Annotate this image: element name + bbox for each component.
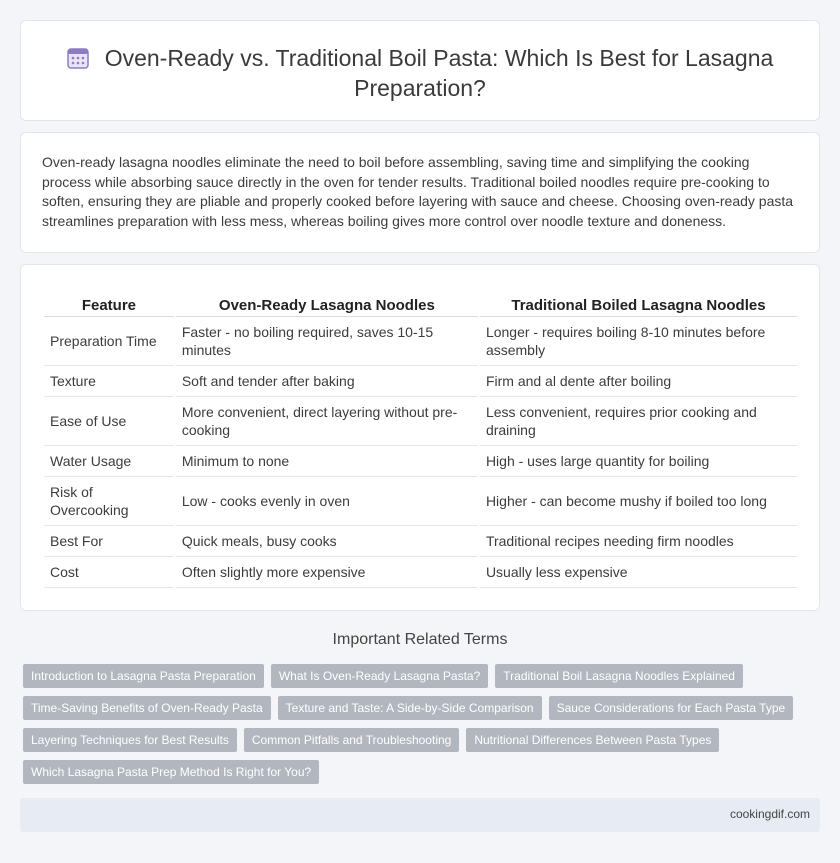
table-cell: Low - cooks evenly in oven bbox=[176, 477, 478, 526]
footer bbox=[20, 798, 820, 832]
footer-site-link[interactable]: cookingdif.com bbox=[729, 807, 810, 821]
table-row bbox=[44, 317, 797, 366]
related-terms-heading: Important Related Terms bbox=[332, 631, 508, 648]
table-cell: Cost bbox=[44, 557, 174, 588]
table-cell: Water Usage bbox=[44, 446, 174, 477]
related-term-tag[interactable]: Common Pitfalls and Troubleshooting bbox=[244, 728, 459, 752]
column-header-feature: Feature bbox=[44, 293, 174, 317]
table-cell: Faster - no boiling required, saves 10-15 minutes bbox=[176, 317, 478, 366]
title-wrap bbox=[51, 43, 789, 103]
table-cell: Often slightly more expensive bbox=[176, 557, 478, 588]
comparison-table bbox=[42, 293, 799, 588]
header-card bbox=[20, 20, 820, 121]
related-term-tag[interactable]: Time-Saving Benefits of Oven-Ready Pasta bbox=[23, 696, 271, 720]
related-term-tag[interactable]: Traditional Boil Lasagna Noodles Explained bbox=[495, 664, 743, 688]
related-term-tag[interactable]: What Is Oven-Ready Lasagna Pasta? bbox=[271, 664, 488, 688]
related-term-tag[interactable]: Which Lasagna Pasta Prep Method Is Right for You? bbox=[23, 760, 319, 784]
table-row bbox=[44, 446, 797, 477]
table-cell: Less convenient, requires prior cooking and draining bbox=[480, 397, 797, 446]
table-row bbox=[44, 477, 797, 526]
table-cell: High - uses large quantity for boiling bbox=[480, 446, 797, 477]
column-header-oven-ready: Oven-Ready Lasagna Noodles bbox=[176, 293, 478, 317]
table-row bbox=[44, 366, 797, 397]
table-cell: Soft and tender after baking bbox=[176, 366, 478, 397]
page-title bbox=[51, 43, 789, 103]
intro-card bbox=[20, 132, 820, 253]
table-cell: Firm and al dente after boiling bbox=[480, 366, 797, 397]
table-cell: Minimum to none bbox=[176, 446, 478, 477]
intro-paragraph: Oven-ready lasagna noodles eliminate the need to boil before assembling, saving time and simplifying the cooking process while absorbing sauce directly in the oven for tender results. Traditional boiled noodles require pre-cooking to soften, ensuring they are pliable and properly cooked before layering with sauce and cheese. Choosing oven-ready pasta streamlines preparation with less mess, whereas boiling gives more control over noodle texture and doneness. bbox=[42, 154, 794, 229]
table-cell: More convenient, direct layering without pre-cooking bbox=[176, 397, 478, 446]
table-cell: Longer - requires boiling 8-10 minutes before assembly bbox=[480, 317, 797, 366]
table-cell: Preparation Time bbox=[44, 317, 174, 366]
related-terms-list bbox=[23, 664, 813, 784]
table-cell: Best For bbox=[44, 526, 174, 557]
table-cell: Higher - can become mushy if boiled too long bbox=[480, 477, 797, 526]
related-term-tag[interactable]: Texture and Taste: A Side-by-Side Comparison bbox=[278, 696, 542, 720]
table-cell: Quick meals, busy cooks bbox=[176, 526, 478, 557]
table-cell: Risk of Overcooking bbox=[44, 477, 174, 526]
table-row bbox=[44, 397, 797, 446]
related-term-tag[interactable]: Sauce Considerations for Each Pasta Type bbox=[549, 696, 794, 720]
comparison-table-card bbox=[20, 264, 820, 611]
related-term-tag[interactable]: Layering Techniques for Best Results bbox=[23, 728, 237, 752]
table-header-row bbox=[44, 293, 797, 317]
column-header-traditional: Traditional Boiled Lasagna Noodles bbox=[480, 293, 797, 317]
table-cell: Ease of Use bbox=[44, 397, 174, 446]
table-cell: Texture bbox=[44, 366, 174, 397]
related-term-tag[interactable]: Nutritional Differences Between Pasta Types bbox=[466, 728, 719, 752]
calendar-grid-icon bbox=[67, 47, 89, 69]
table-row bbox=[44, 557, 797, 588]
table-row bbox=[44, 526, 797, 557]
related-term-tag[interactable]: Introduction to Lasagna Pasta Preparation bbox=[23, 664, 264, 688]
table-cell: Traditional recipes needing firm noodles bbox=[480, 526, 797, 557]
page-title-text: Oven-Ready vs. Traditional Boil Pasta: Which Is Best for Lasagna Preparation? bbox=[104, 45, 774, 101]
table-cell: Usually less expensive bbox=[480, 557, 797, 588]
